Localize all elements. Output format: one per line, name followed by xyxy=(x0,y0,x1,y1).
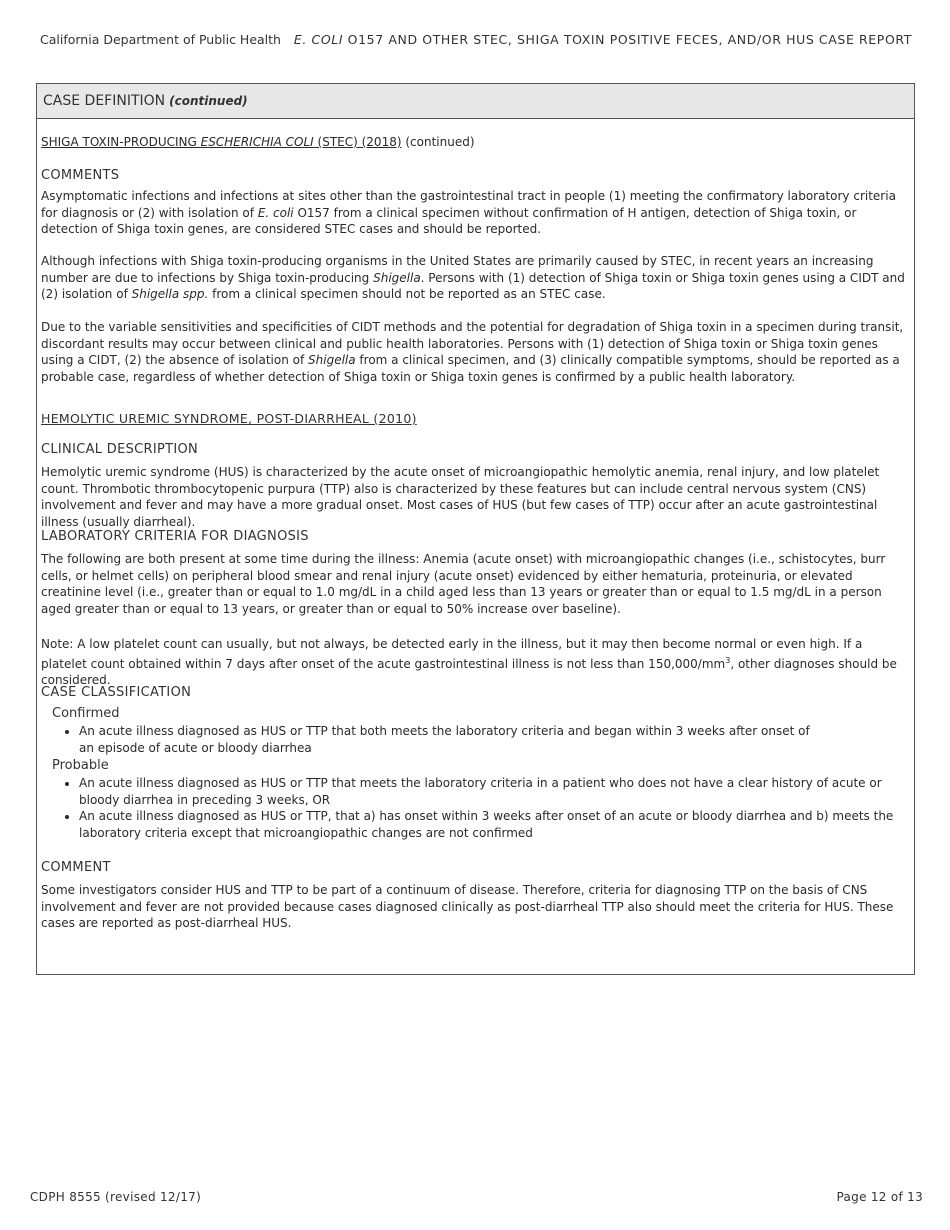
hus-comment-label: COMMENT xyxy=(41,860,111,875)
confirmed-list xyxy=(62,723,824,756)
hus-clinical-label: CLINICAL DESCRIPTION xyxy=(41,442,199,457)
hus-lab-text: The following are both present at some time during the illness: Anemia (acute onset) with microangiopathic changes (i.e., schistocytes, burr cells, or helmet cells) on peripheral blood smear and renal injury (acute onset) evidenced by either hematuria, proteinuria, or elevated creatinine level (i.e., greater than or equal to 1.0 mg/dL in a child aged less than 13 years or greater than or equal to 1.5 mg/dL in a person aged greater than or equal to 13 years, or greater than or equal to 50% increase over baseline). xyxy=(41,552,886,616)
stec-heading-link xyxy=(41,135,402,149)
stec-comments-label: COMMENTS xyxy=(41,168,120,183)
header-report-title-rest: O157 AND OTHER STEC, SHIGA TOXIN POSITIVE FECES, AND/OR HUS CASE REPORT xyxy=(343,32,912,47)
header-report-title-italic: E. COLI xyxy=(293,32,344,47)
stec-heading xyxy=(41,134,910,151)
hus-heading xyxy=(41,411,910,428)
case-definition-box xyxy=(36,83,915,975)
confirmed-label: Confirmed xyxy=(52,706,120,721)
hus-note-b: , other diagnoses should be considered. xyxy=(41,656,897,687)
hus-classification-label: CASE CLASSIFICATION xyxy=(41,685,192,700)
stec-p2-italic-1: Shigella xyxy=(373,270,421,285)
hus-note-superscript: 3 xyxy=(725,655,731,665)
hus-comment-text: Some investigators consider HUS and TTP to be part of a continuum of disease. Therefore, criteria for diagnosing TTP on the basis of CNS involvement and fever are not provided because cases diagnosed clinically as post-diarrheal TTP also should meet the criteria for HUS. These cases are reported as post-diarrheal HUS. xyxy=(41,883,894,930)
stec-paragraph-2 xyxy=(41,253,910,303)
confirmed-item: • An acute illness diagnosed as HUS or TTP that both meets the laboratory criteria and began within 3 weeks after onset of an episode of acute or bloody diarrhea xyxy=(79,723,824,756)
stec-p1-italic: E. coli xyxy=(257,205,294,220)
hus-heading-text: HEMOLYTIC UREMIC SYNDROME, POST-DIARRHEAL (2010) xyxy=(41,411,417,426)
probable-list xyxy=(62,775,904,841)
stec-heading-continued: (continued) xyxy=(401,135,475,149)
hus-note xyxy=(41,636,910,689)
stec-heading-b: (STEC) (2018) xyxy=(313,135,402,149)
stec-p3-b: from a clinical specimen, and (3) clinically compatible symptoms, should be reported as a probable case, regardless of whether detection of Shiga toxin or Shiga toxin genes is confirmed by a public health laboratory. xyxy=(41,353,900,384)
stec-p2-italic-2: Shigella spp. xyxy=(131,287,209,301)
stec-p1-a: Asymptomatic infections and infections at sites other than the gastrointestinal tract in people (1) meeting the confirmatory laboratory criteria for diagnosis or (2) with isolation of xyxy=(41,189,896,220)
header-department: California Department of Public Health xyxy=(40,32,281,47)
stec-heading-a: SHIGA TOXIN-PRODUCING xyxy=(41,135,201,149)
hus-clinical-text: Hemolytic uremic syndrome (HUS) is characterized by the acute onset of microangiopathic hemolytic anemia, renal injury, and low platelet count. Thrombotic thrombocytopenic purpura (TTP) also is characterized by these features but can include central nervous system (CNS) involvement and fever and may have a more gradual onset. Most cases of HUS (but few cases of TTP) occur after an acute gastrointestinal illness (usually diarrheal). xyxy=(41,465,880,529)
probable-item: • An acute illness diagnosed as HUS or TTP that meets the laboratory criteria in a patient who does not have a clear history of acute or bloody diarrhea in preceding 3 weeks, OR xyxy=(79,775,904,808)
stec-p3-italic: Shigella xyxy=(308,353,356,367)
stec-p1-b: O157 from a clinical specimen without confirmation of H antigen, detection of Shiga toxin, or detection of Shiga toxin genes, are considered STEC cases and should be reported. xyxy=(41,205,857,236)
stec-heading-italic: ESCHERICHIA COLI xyxy=(200,135,314,149)
case-definition-header xyxy=(37,84,914,119)
probable-item: • An acute illness diagnosed as HUS or TTP, that a) has onset within 3 weeks after onset of an acute or bloody diarrhea and b) meets the laboratory criteria except that microangiopathic changes are not confirmed xyxy=(79,808,904,841)
hus-note-a: Note: A low platelet count can usually, but not always, be detected early in the illness, but it may then become normal or even high. If a platelet count obtained within 7 days after onset of the acute gastrointestinal illness is not less than 150,000/mm xyxy=(41,637,863,671)
stec-p2-b: . Persons with (1) detection of Shiga toxin or Shiga toxin genes using a CIDT and (2) isolation of xyxy=(41,270,905,301)
case-definition-continued: (continued) xyxy=(169,94,248,108)
probable-label: Probable xyxy=(52,758,109,773)
footer-form-number: CDPH 8555 (revised 12/17) xyxy=(30,1190,202,1204)
hus-lab-label: LABORATORY CRITERIA FOR DIAGNOSIS xyxy=(41,529,309,544)
stec-p3-a: Due to the variable sensitivities and specificities of CIDT methods and the potential for degradation of Shiga toxin in a specimen during transit, discordant results may occur between clinical and public health laboratories. Persons with (1) detection of Shiga toxin or Shiga toxin genes using a CIDT, (2) the absence of isolation of xyxy=(41,320,904,367)
stec-paragraph-1 xyxy=(41,188,910,238)
footer-page-number: Page 12 of 13 xyxy=(836,1190,923,1204)
stec-paragraph-3 xyxy=(41,319,910,385)
header-report-title xyxy=(294,32,912,47)
stec-p2-a: Although infections with Shiga toxin-producing organisms in the United States are primarily caused by STEC, in recent years an increasing number are due to infections by Shiga toxin-producing xyxy=(41,254,874,285)
case-definition-title: CASE DEFINITION xyxy=(43,93,166,109)
stec-p2-c: from a clinical specimen should not be reported as an STEC case. xyxy=(208,287,606,301)
